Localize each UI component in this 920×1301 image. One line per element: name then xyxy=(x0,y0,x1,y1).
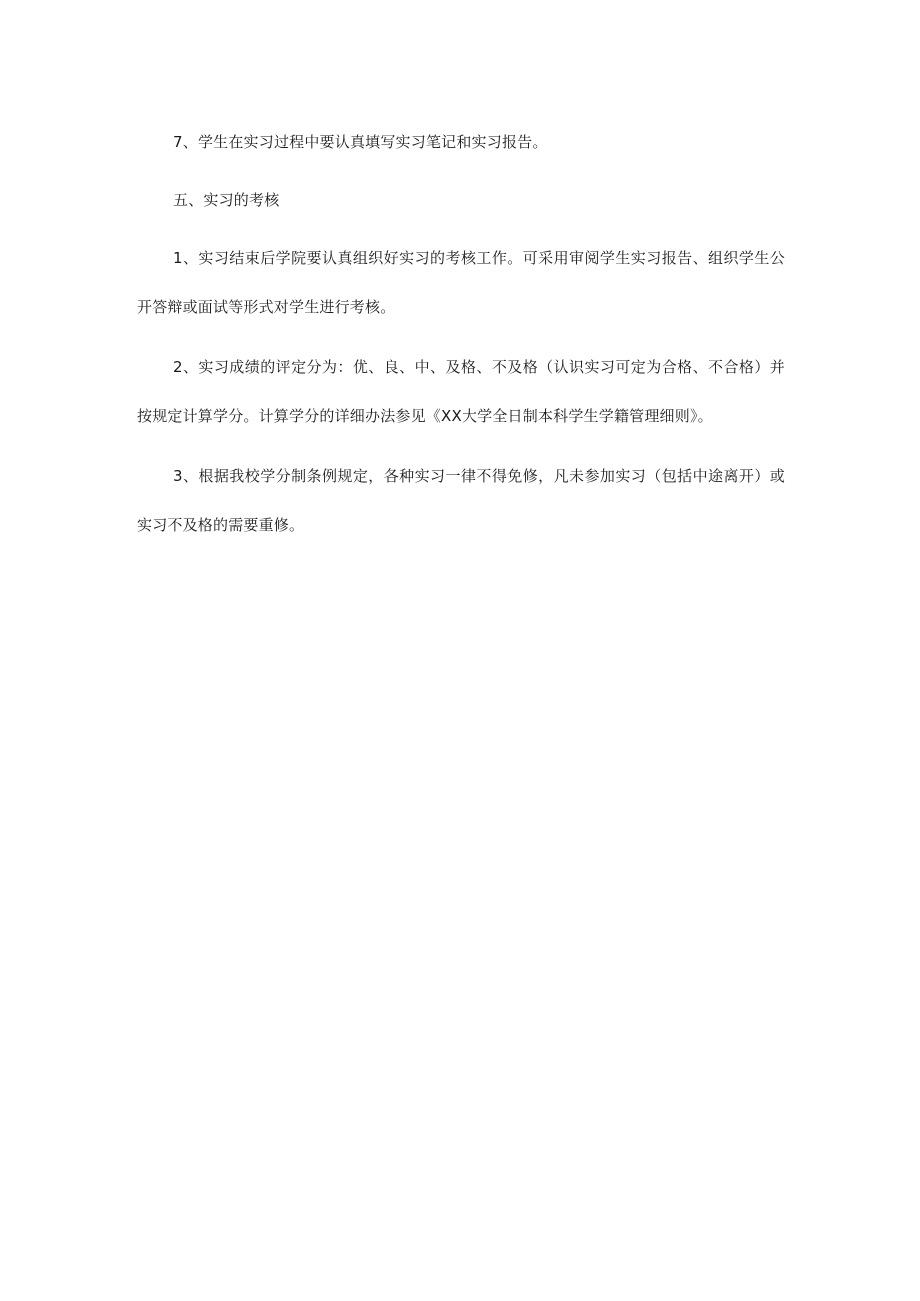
paragraph-assessment-1: 1、实习结束后学院要认真组织好实习的考核工作。可采用审阅学生实习报告、组织学生公开答辩或面试等形式对学生进行考核。 xyxy=(137,249,785,316)
paragraph-item-7: 7、学生在实习过程中要认真填写实习笔记和实习报告。 xyxy=(173,133,548,151)
paragraph-assessment-3: 3、根据我校学分制条例规定，各种实习一律不得免修，凡未参加实习（包括中途离开）或实习不及格的需要重修。 xyxy=(137,467,785,534)
document-body xyxy=(137,118,785,561)
paragraph-assessment-2: 2、实习成绩的评定分为：优、良、中、及格、不及格（认识实习可定为合格、不合格）并按规定计算学分。计算学分的详细办法参见《XX大学全日制本科学生学籍管理细则》。 xyxy=(137,358,785,425)
section-heading-assessment: 五、实习的考核 xyxy=(173,191,280,209)
